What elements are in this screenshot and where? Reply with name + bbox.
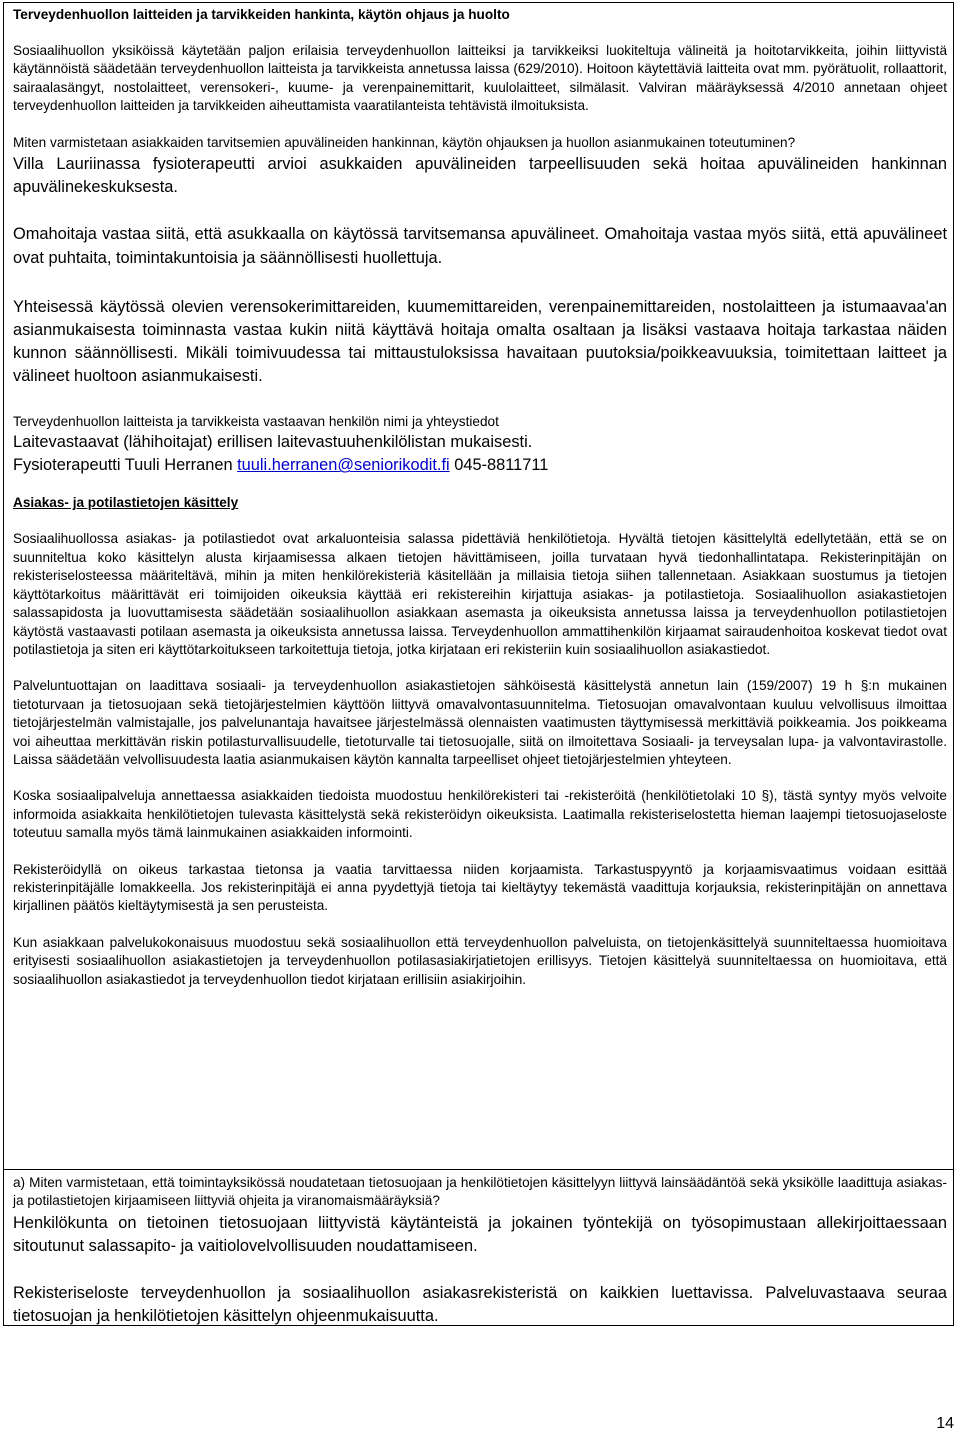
responsible-person-label: Terveydenhuollon laitteista ja tarvikkeista vastaavan henkilön nimi ja yhteystiedot: [13, 413, 499, 429]
answer-box: [4, 1169, 953, 1325]
responsible-email-link[interactable]: tuuli.herranen@seniorikodit.fi: [237, 456, 450, 475]
privacy-question: a) Miten varmistetaan, että toimintayksikössä noudatetaan tietosuojaan ja henkilötietojen käsittelyyn liittyvä lainsäädäntöä sekä yksikölle laadittuja asiakas- ja potilastietojen kirjaamiseen liittyviä ohjeita ja viranomaismääräyksiä?: [13, 1175, 947, 1209]
privacy-answer-2: Rekisteriseloste terveydenhuollon ja sosiaalihuollon asiakasrekisteristä on kaikkien luettavissa. Palveluvastaava seuraa tietosuojan ja henkilötietojen käsittelyn ohjeenmukaisuutta.: [13, 1284, 947, 1326]
client-data-paragraph-2: Palveluntuottajan on laadittava sosiaali- ja terveydenhuollon asiakastietojen sähköisestä käsittelystä annetun lain (159/2007) 19 h §:n mukainen tietoturvaan ja tietosuojaan sekä tietojärjestelmien käyttöön liittyvä omavalvontasuunnitelma. Tietosuojan omavalvontaan kuuluu velvollisuus ilmoittaa tietojärjestelmän valmistajalle, jos palvelunantaja havaitsee järjestelmässä olennaisten vaatimusten täyttymisessä merkittäviä poikkeamia. Jos poikkeama voi aiheuttaa merkittävän riskin potilasturvallisuudelle, tietoturvalle tai tietosuojalle, siitä on ilmoitettava Sosiaali- ja terveysalan lupa- ja valvontavirastolle. Laissa säädetään velvollisuudesta laatia asianmukaisen käytön kannalta tarpeelliset ohjeet tietojärjestelmien yhteyteen.: [13, 678, 947, 767]
client-data-paragraph-1: Sosiaalihuollossa asiakas- ja potilastiedot ovat arkaluonteisia salassa pidettäviä henkilötietoja. Hyvältä tietojen käsittelyltä edellytetään, että se on suunniteltua koko käsittelyn alusta kirjaamisessa alkaen tietojen hävittämiseen, joilla turvataan hyvä tiedonhallintatapa. Rekisterinpitäjän on rekisteriselosteessa määriteltävä, mihin ja miten henkilörekisteriä käsitellään ja millaisia tietoja siihen tallennetaan. Asiakkaan suostumus ja tietojen käyttötarkoitus määrittävät eri toimijoiden oikeuksia käyttää eri rekistereihin kirjattuja asiakas- ja potilastietoja. Sosiaalihuollon asiakastietojen salassapidosta ja luovuttamisesta säädetään sosiaalihuollon asiakkaan asemasta ja oikeuksista annetussa laissa ja terveydenhuollon potilastietojen käytöstä vastaavasti potilaan asemasta ja oikeuksista annetussa laissa. Terveydenhuollon ammattihenkilön kirjaamat sairaudenhoitoa koskevat tiedot ovat potilastietoja ja siten eri käyttötarkoitukseen tarkoitettuja tietoja, jotka kirjataan eri rekisteriin kuin sosiaalihuollon asiakastiedot.: [13, 531, 947, 657]
responsible-name: Fysioterapeutti Tuuli Herranen: [13, 456, 233, 475]
responsible-person-1: Laitevastaavat (lähihoitajat) erillisen laitevastuuhenkilölistan mukaisesti.: [13, 433, 533, 452]
devices-intro: Sosiaalihuollon yksiköissä käytetään paljon erilaisia terveydenhuollon laitteiksi ja tarvikkeiksi luokiteltuja välineitä ja hoitotarvikkeita, joihin liittyvistä käytännöistä säädetään terveydenhuollon laitteista ja tarvikkeista annetussa laissa (629/2010). Hoitoon käytettäviä laitteita ovat mm. pyörätuolit, rollaattorit, sairaalasängyt, nostolaitteet, verensokeri-, kuume- ja verenpainemittarit, kuulolaitteet, silmälasit. Valviran määräyksessä 4/2010 annetaan ohjeet terveydenhuollon laitteiden ja tarvikkeiden aiheuttamista vaaratilanteista tehtävistä ilmoituksista.: [13, 43, 947, 114]
responsible-phone: 045-8811711: [454, 456, 549, 475]
page-number: 14: [936, 1415, 954, 1432]
devices-answer-3: Yhteisessä käytössä olevien verensokerimittareiden, kuumemittareiden, verenpainemittareiden, nostolaitteen ja istumaavaa'an asianmukaisesta toiminnasta vastaa kukin niitä käyttävä hoitaja omalta osaltaan ja lisäksi vastaava hoitaja tarkastaa näiden kunnon säännöllisesti. Mikäli toimivuudessa tai mittaustuloksissa havaitaan puutoksia/poikkeavuuksia, toimitettaan laitteet ja välineet huoltoon asianmukaisesti.: [13, 297, 947, 386]
devices-answer-2: Omahoitaja vastaa siitä, että asukkaalla on käytössä tarvitsemansa apuvälineet. Omahoitaja vastaa myös siitä, että apuvälineet ovat puhtaita, toimintakuntoisia ja säännöllisesti huollettuja.: [13, 225, 947, 267]
devices-answer-1: Villa Lauriinassa fysioterapeutti arvioi asukkaiden apuvälineiden tarpeellisuuden sekä hoitaa apuvälineiden hankinnan apuvälinekeskuksesta.: [13, 155, 947, 197]
section-title-devices: Terveydenhuollon laitteiden ja tarvikkeiden hankinta, käytön ohjaus ja huolto: [13, 7, 510, 22]
client-data-paragraph-4: Rekisteröidyllä on oikeus tarkastaa tietonsa ja vaatia tarvittaessa niiden korjaamista. Tarkastuspyyntö ja korjaamisvaatimus voidaan esittää rekisterinpitäjälle lomakkeella. Jos rekisterinpitäjä ei anna pyydettyjä tietoja tai kieltäytyy tekemästä vaadittuja korjauksia, rekisterinpitäjän on annettava kirjallinen päätös kieltäytymisestä ja sen perusteista.: [13, 861, 947, 914]
privacy-answer-1: Henkilökunta on tietoinen tietosuojaan liittyvistä käytänteistä ja jokainen työntekijä on työsopimustaan allekirjoittaessaan sitoutunut salassapito- ja vaitiolovelvollisuuden noudattamiseen.: [13, 1213, 947, 1256]
client-data-paragraph-5: Kun asiakkaan palvelukokonaisuus muodostuu sekä sosiaalihuollon että terveydenhuollon palveluista, on tietojenkäsittelyä suunniteltaessa huomioitava erityisesti sosiaalihuollon asiakastietojen ja terveydenhuollon potilasasiakirjatietojen erillisyys. Tietojen käsittelyä suunniteltaessa on huomioitava, että sosiaalihuollon asiakastiedot ja terveydenhuollon tiedot kirjataan erillisiin asiakirjoihin.: [13, 934, 947, 987]
responsible-person-2: [13, 454, 947, 477]
content-frame: [3, 2, 954, 1326]
devices-question: Miten varmistetaan asiakkaiden tarvitsemien apuvälineiden hankinnan, käytön ohjauksen ja huollon asianmukainen toteutuminen?: [13, 134, 796, 150]
main-box: [4, 3, 953, 1169]
section-title-client-data: Asiakas- ja potilastietojen käsittely: [13, 495, 239, 511]
client-data-paragraph-3: Koska sosiaalipalveluja annettaessa asiakkaiden tiedoista muodostuu henkilörekisteri tai -rekisteröitä (henkilötietolaki 10 §), tästä syntyy myös velvoite informoida asiakkaita henkilötietojen tulevasta käsittelystä sekä rekisteröidyn oikeuksista. Laatimalla rekisteriselostetta hieman laajempi tietosuojaseloste toteutuu samalla myös tämä lainmukainen asiakkaiden informointi.: [13, 788, 947, 841]
